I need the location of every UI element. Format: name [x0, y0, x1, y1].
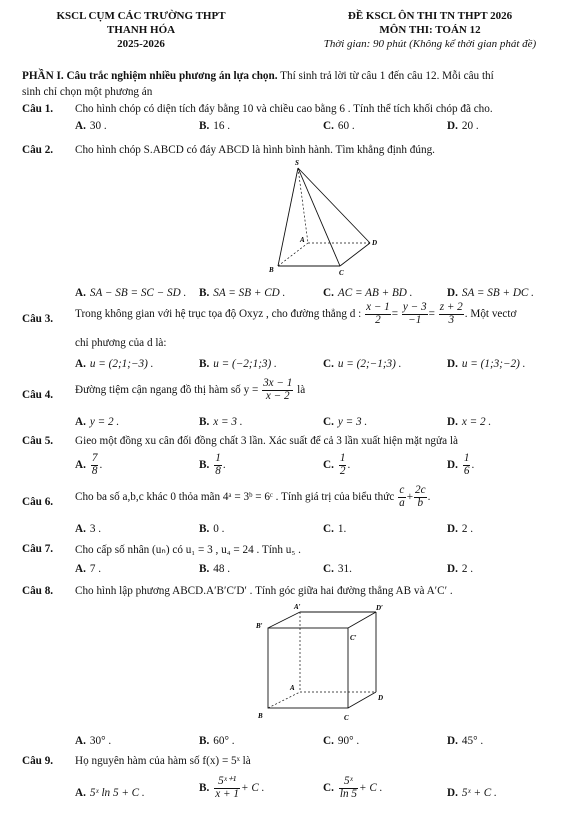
question-text: Gieo một đồng xu cân đối đồng chất 3 lần. Xác suất để cả 3 lần xuất hiện mặt ngửa là — [75, 435, 458, 447]
numerator: c — [399, 484, 405, 496]
option-b — [199, 523, 224, 535]
question-text-cont: chỉ phương của d là: — [75, 337, 167, 349]
numerator: z + 2 — [439, 301, 463, 313]
option-letter: C. — [323, 563, 334, 575]
option-letter: C. — [323, 287, 334, 299]
vertex-d: D — [378, 694, 384, 702]
option-letter: C. — [323, 358, 334, 370]
option-d — [447, 735, 483, 747]
option-letter: D. — [447, 358, 458, 370]
option-letter: D. — [447, 787, 458, 799]
option-value: 31. — [337, 563, 352, 575]
vertex-b: B — [269, 266, 274, 274]
question-text: Trong không gian với hệ trục tọa độ Oxyz , cho đường thẳng d : $\frac{x - 1}{2}$ = $\frac{y - 3}{-1}$ = $\frac{z + 2}{3}$ . Một vectơ — [75, 301, 517, 326]
question-text-part: Đường tiệm cận ngang đồ thị hàm số y = — [75, 383, 259, 396]
option-letter: D. — [447, 120, 458, 132]
vertex-c-prime: C′ — [350, 634, 357, 642]
question-text-part: . Một vectơ — [464, 307, 517, 320]
numerator: 1 — [215, 452, 221, 464]
part-title — [22, 70, 494, 82]
option-value: u = (2;1;−3) . — [89, 358, 154, 370]
numerator: 1 — [339, 452, 346, 464]
question-label: Câu 2. — [22, 144, 54, 156]
option-d — [447, 358, 525, 370]
denominator: 6 — [463, 464, 470, 477]
option-letter: C. — [323, 416, 334, 428]
part-description-2: sinh chỉ chọn một phương án — [22, 86, 153, 98]
option-letter: C. — [323, 735, 334, 747]
option-letter: A. — [75, 563, 86, 575]
question-label: Câu 9. — [22, 755, 54, 767]
option-d — [447, 120, 479, 132]
option-b — [199, 416, 243, 428]
option-letter: B. — [199, 735, 210, 747]
vertex-a-prime: A′ — [294, 603, 301, 611]
denominator: x + 1 — [215, 787, 239, 800]
denominator: a — [399, 496, 405, 509]
numerator: 2c — [415, 484, 426, 496]
option-letter: A. — [75, 523, 86, 535]
fraction — [365, 302, 391, 327]
option-value: 30° . — [89, 735, 112, 747]
option-letter: D. — [447, 563, 458, 575]
fraction — [339, 453, 347, 478]
option-letter: D. — [447, 287, 458, 299]
pyramid-figure — [250, 160, 380, 280]
numerator: 7 — [91, 452, 98, 464]
question-label: Câu 8. — [22, 585, 54, 597]
option-value: 5ˣ + C . — [461, 787, 497, 799]
fraction — [339, 776, 358, 801]
vertex-c: C — [344, 714, 349, 722]
option-c — [323, 416, 367, 428]
option-value: SA = SB + DC . — [461, 287, 534, 299]
question-label: Câu 6. — [22, 496, 54, 508]
exam-time: Thời gian: 90 phút (Không kể thời gian phát đề) — [323, 38, 537, 50]
option-letter: A. — [75, 458, 86, 471]
option-letter: C. — [323, 781, 334, 794]
option-letter: C. — [323, 458, 334, 471]
option-a: A. $\frac{7}{8}$ . — [75, 452, 103, 477]
option-value: 5ˣ ln 5 + C . — [89, 787, 145, 799]
vertex-a: A — [290, 684, 295, 692]
option-a — [75, 358, 153, 370]
option-tail: + C . — [358, 781, 383, 794]
question-label: Câu 7. — [22, 543, 54, 555]
question-text: Cho hình chóp có diện tích đáy bằng 10 và chiều cao bằng 6 . Tính thể tích khối chóp đã cho. — [75, 103, 493, 115]
option-c — [323, 287, 412, 299]
option-b — [199, 735, 235, 747]
option-value: 7 . — [89, 563, 102, 575]
option-value: y = 2 . — [89, 416, 120, 428]
option-b — [199, 120, 230, 132]
option-value: 90° . — [337, 735, 360, 747]
option-letter: B. — [199, 523, 210, 535]
option-value: 60° . — [213, 735, 235, 747]
question-label: Câu 5. — [22, 435, 54, 447]
exam-title: ĐỀ KSCL ÔN THI TN THPT 2026 — [347, 10, 513, 22]
question-label: Câu 1. — [22, 103, 54, 115]
fraction — [414, 485, 427, 510]
fraction — [463, 453, 471, 478]
question-text: Cho hình chóp S.ABCD có đáy ABCD là hình bình hành. Tìm khẳng định đúng. — [75, 144, 435, 156]
option-a — [75, 735, 111, 747]
option-letter: A. — [75, 358, 86, 370]
option-letter: B. — [199, 120, 210, 132]
denominator: x − 2 — [265, 389, 290, 402]
school-year: 2025-2026 — [117, 38, 165, 50]
vertex-s: S — [295, 160, 299, 167]
option-value: 3 . — [89, 523, 102, 535]
plus-sign: + — [406, 490, 413, 503]
option-d — [447, 287, 534, 299]
denominator: 2 — [375, 313, 381, 326]
numerator: 1 — [463, 452, 470, 464]
option-d: D. $\frac{1}{6}$ . — [447, 452, 475, 477]
option-value: AC = AB + BD . — [337, 287, 413, 299]
option-d — [447, 416, 491, 428]
denominator: 3 — [448, 313, 455, 326]
option-letter: A. — [75, 735, 86, 747]
option-a — [75, 523, 101, 535]
question-text: Họ nguyên hàm của hàm số f(x) = 5ˣ là — [75, 755, 251, 767]
question-text: Cho ba số a,b,c khác 0 thỏa mãn 4ᵃ = 3ᵇ = 6ᶜ . Tính giá trị của biểu thức $\frac{c}{a}$ + $\frac{2c}{b}$ . — [75, 484, 431, 509]
option-value: y = 3 . — [337, 416, 368, 428]
option-letter: B. — [199, 416, 210, 428]
fraction — [91, 453, 99, 478]
numerator: y − 3 — [402, 301, 427, 313]
option-value: 30 . — [89, 120, 107, 132]
option-value: 2 . — [461, 523, 474, 535]
vertex-b: B — [258, 712, 263, 720]
option-letter: D. — [447, 523, 458, 535]
denominator: 8 — [215, 464, 221, 477]
option-a — [75, 416, 119, 428]
vertex-a: A — [300, 236, 305, 244]
question-text-part: Cho ba số a,b,c khác 0 thỏa mãn 4ᵃ = 3ᵇ = 6ᶜ . Tính giá trị của biểu thức — [75, 490, 395, 503]
question-text: Cho hình lập phương ABCD.A′B′C′D′ . Tính góc giữa hai đường thẳng AB và A′C′ . — [75, 585, 453, 597]
vertex-d-prime: D′ — [376, 604, 384, 612]
option-c — [323, 523, 346, 535]
option-value: 20 . — [461, 120, 479, 132]
option-value: u = (−2;1;3) . — [213, 358, 277, 370]
option-d — [447, 787, 497, 799]
option-c — [323, 776, 382, 801]
option-value: 48 . — [213, 563, 231, 575]
option-b — [199, 358, 277, 370]
option-c — [323, 563, 352, 575]
question-label: Câu 4. — [22, 389, 54, 401]
fraction — [402, 302, 428, 327]
option-b — [199, 776, 264, 801]
question-text-part: Trong không gian với hệ trục tọa độ Oxyz , cho đường thẳng d : — [75, 307, 362, 320]
option-a — [75, 287, 186, 299]
option-letter: A. — [75, 416, 86, 428]
option-value: 45° . — [461, 735, 484, 747]
numerator: 3x − 1 — [263, 377, 293, 389]
numerator: 5ˣ⁺¹ — [214, 776, 240, 789]
option-value: x = 2 . — [461, 416, 492, 428]
fraction — [398, 485, 406, 510]
option-c: C. $\frac{1}{2}$ . — [323, 452, 351, 477]
question-text-part: là — [297, 383, 306, 396]
denominator: 2 — [339, 464, 346, 477]
option-tail: + C . — [240, 781, 265, 794]
vertex-b-prime: B′ — [256, 622, 263, 630]
option-d — [447, 563, 473, 575]
numerator: 5ˣ — [339, 776, 358, 789]
option-a — [75, 120, 107, 132]
option-value: x = 3 . — [213, 416, 243, 428]
option-a — [75, 787, 145, 799]
option-c — [323, 735, 359, 747]
option-letter: B. — [199, 781, 210, 794]
option-letter: A. — [75, 787, 86, 799]
part-description: Thí sinh trả lời từ câu 1 đến câu 12. Mỗi câu thí — [277, 70, 494, 82]
option-letter: D. — [447, 735, 458, 747]
school-province: THANH HÓA — [106, 24, 176, 36]
question-text: Cho cấp số nhân (uₙ) có u₁ = 3 , u₄ = 24 . Tính u₅ . — [75, 544, 301, 556]
option-letter: C. — [323, 523, 334, 535]
denominator: −1 — [408, 313, 422, 326]
option-b — [199, 563, 230, 575]
part-heading: PHẦN I. Câu trắc nghiệm nhiều phương án lựa chọn. — [22, 70, 278, 82]
option-letter: A. — [75, 287, 86, 299]
option-b: B. $\frac{1}{8}$ . — [199, 452, 226, 477]
option-value: 16 . — [213, 120, 231, 132]
option-value: 2 . — [461, 563, 474, 575]
option-letter: B. — [199, 287, 210, 299]
option-c — [323, 120, 355, 132]
option-letter: B. — [199, 458, 210, 471]
option-letter: B. — [199, 563, 210, 575]
option-b — [199, 287, 285, 299]
denominator: ln 5 — [339, 787, 357, 800]
option-value: u = (1;3;−2) . — [461, 358, 526, 370]
option-value: 60 . — [337, 120, 355, 132]
option-value: 0 . — [213, 523, 225, 535]
option-letter: D. — [447, 458, 458, 471]
vertex-d: D — [372, 239, 378, 247]
option-letter: A. — [75, 120, 86, 132]
fraction — [214, 453, 222, 478]
option-d — [447, 523, 473, 535]
school-cluster-title: KSCL CỤM CÁC TRƯỜNG THPT — [56, 10, 226, 22]
option-letter: C. — [323, 120, 334, 132]
question-label: Câu 3. — [22, 313, 54, 325]
vertex-c: C — [339, 269, 344, 277]
option-a — [75, 563, 101, 575]
option-value: u = (2;−1;3) . — [337, 358, 402, 370]
fraction — [262, 378, 293, 403]
fraction — [214, 776, 240, 801]
option-c — [323, 358, 401, 370]
option-letter: D. — [447, 416, 458, 428]
option-value: 1. — [337, 523, 347, 535]
denominator: 8 — [91, 464, 98, 477]
fraction — [439, 302, 464, 327]
option-value: SA − SB = SC − SD . — [89, 287, 187, 299]
denominator: b — [417, 496, 424, 509]
numerator: x − 1 — [366, 301, 390, 313]
question-text — [75, 378, 305, 403]
option-value: SA = SB + CD . — [213, 287, 286, 299]
cube-figure — [250, 602, 390, 724]
exam-subject: MÔN THI: TOÁN 12 — [379, 24, 481, 36]
option-letter: B. — [199, 358, 210, 370]
